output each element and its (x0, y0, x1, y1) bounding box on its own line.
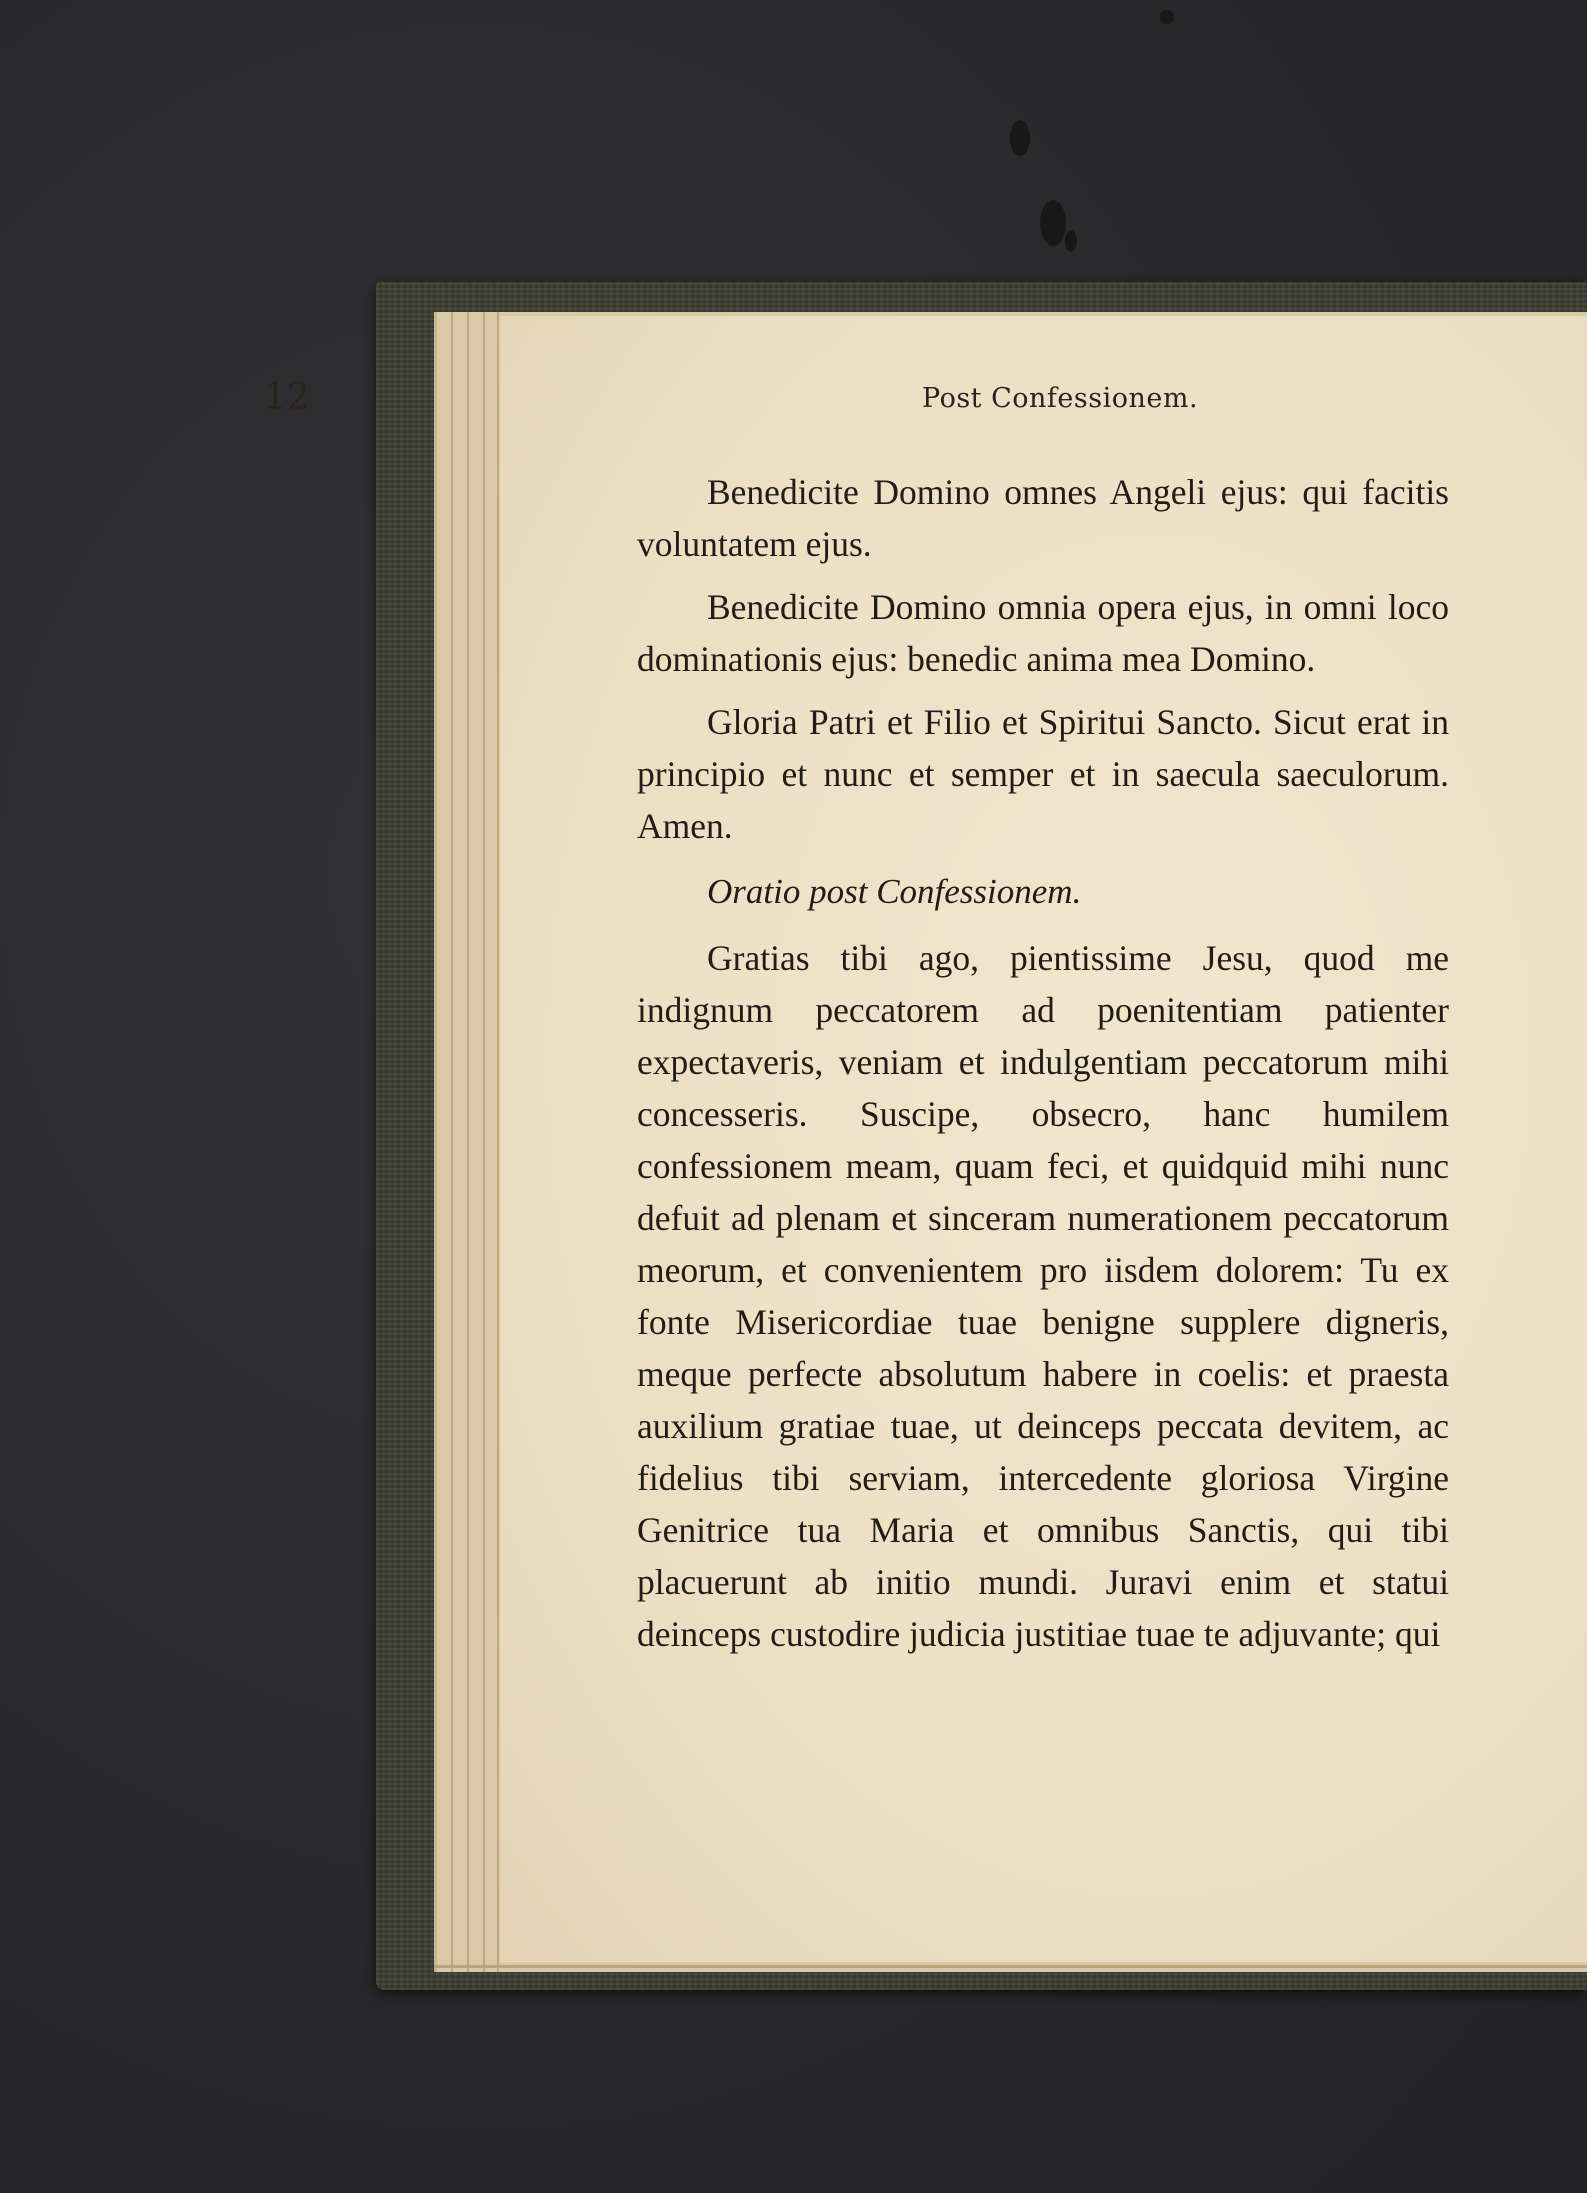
page-edge-line (483, 312, 485, 1972)
dust-speck (1065, 230, 1077, 252)
paragraph: Benedicite Domino omnes Angeli ejus: qui facitis voluntatem ejus. (637, 472, 1449, 564)
paragraph: Benedicite Domino omnia opera ejus, in omni loco dominationis ejus: benedic anima mea Domino. (637, 587, 1449, 679)
page-edge-line (467, 312, 469, 1972)
dust-speck (1040, 200, 1066, 246)
page-text (637, 466, 1449, 1660)
paragraph: Gloria Patri et Filio et Spiritui Sancto. Sicut erat in principio et nunc et semper et in saecula saeculorum. Amen. (637, 702, 1449, 846)
dust-speck (1010, 120, 1030, 156)
running-head-title: Post Confessionem. (922, 383, 1199, 414)
page-edge-line (451, 312, 453, 1972)
page-number: 12 (264, 377, 310, 418)
running-head (264, 377, 1474, 427)
dust-speck (1160, 10, 1174, 24)
page-bottom-edge (434, 1965, 1587, 1968)
prayer-paragraph: Gratias tibi ago, pientissime Jesu, quod me indignum peccatorem ad poenitentiam patienter expectaveris, veniam et indulgentiam peccatorum mihi concesseris. Suscipe, obsecro, hanc humilem confessionem meam, quam feci, et quidquid mihi nunc defuit ad plenam et sinceram numerationem peccatorum meorum, et convenientem pro iisdem dolorem: Tu ex fonte Misericordiae tuae benigne supplere digneris, meque perfecte absolutum habere in coelis: et praesta auxilium gratiae tuae, ut deinceps peccata devitem, ac fidelius tibi serviam, intercedente gloriosa Virgine Genitrice tua Maria et omnibus Sanctis, qui tibi placuerunt ab initio mundi. Juravi enim et statui deinceps custodire judicia justitiae tuae te adjuvante; qui (637, 938, 1449, 1654)
page-edge-line (497, 312, 499, 1972)
section-heading: Oratio post Confessionem. (707, 872, 1082, 911)
